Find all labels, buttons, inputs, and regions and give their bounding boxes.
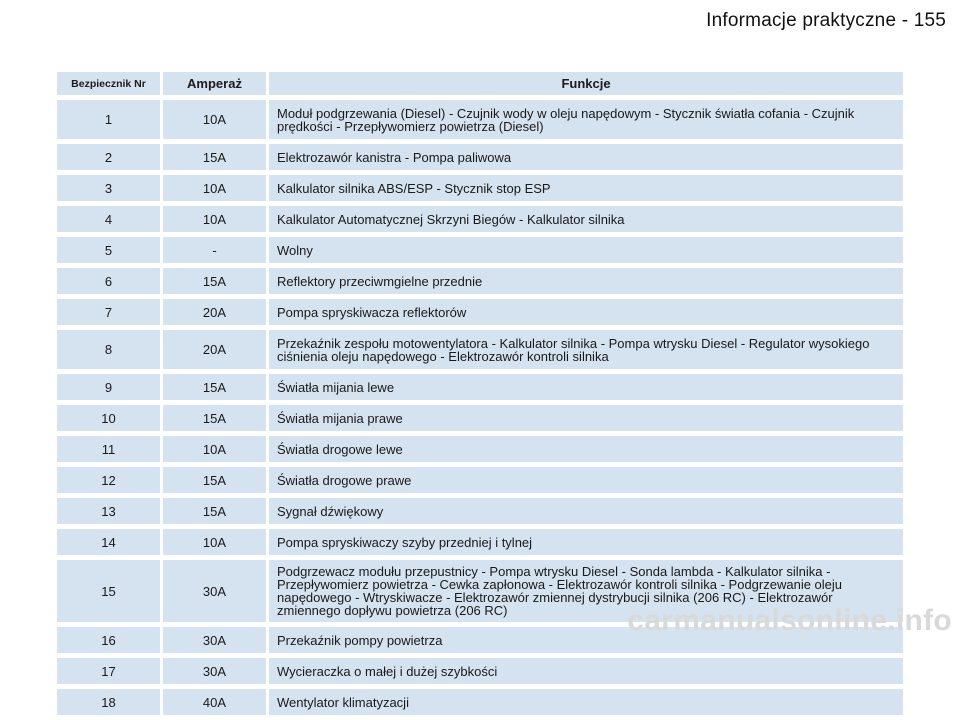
column-header-amperage: Amperaż (160, 72, 266, 95)
fuse-number-cell: 4 (57, 206, 160, 232)
function-cell: Przekaźnik pompy powietrza (266, 627, 903, 653)
function-cell: Podgrzewacz modułu przepustnicy - Pompa wtrysku Diesel - Sonda lambda - Kalkulator silnika - Przepływomierz powietrza - Cewka zapłonowa - Elektrozawór kontroli silnika - Podgrzewanie oleju napędowego - Wtryskiwacze - Elektrozawór zmiennej dystrybucji silnika (206 RC) - Elektrozawór zmiennego dopływu powietrza (206 RC) (266, 560, 903, 622)
fuse-number-cell: 14 (57, 529, 160, 555)
function-cell: Wentylator klimatyzacji (266, 689, 903, 715)
table-row (57, 529, 903, 555)
fuse-number-cell: 17 (57, 658, 160, 684)
fuse-number-cell: 7 (57, 299, 160, 325)
fuse-number-cell: 1 (57, 100, 160, 139)
amperage-cell: 15A (160, 405, 266, 431)
function-cell: Wycieraczka o małej i dużej szybkości (266, 658, 903, 684)
table-row (57, 237, 903, 263)
fuse-number-cell: 9 (57, 374, 160, 400)
amperage-cell: 30A (160, 658, 266, 684)
amperage-cell: 30A (160, 627, 266, 653)
table-row (57, 467, 903, 493)
amperage-cell: 15A (160, 374, 266, 400)
table-row (57, 100, 903, 139)
fuse-number-cell: 8 (57, 330, 160, 369)
amperage-cell: 40A (160, 689, 266, 715)
fuse-number-cell: 18 (57, 689, 160, 715)
amperage-cell: 20A (160, 299, 266, 325)
table-row (57, 658, 903, 684)
function-cell: Sygnał dźwiękowy (266, 498, 903, 524)
function-cell: Moduł podgrzewania (Diesel) - Czujnik wody w oleju napędowym - Stycznik światła cofania - Czujnik prędkości - Przepływomierz powietrza (Diesel) (266, 100, 903, 139)
table-header-row (57, 72, 903, 95)
table-row (57, 144, 903, 170)
table-row (57, 498, 903, 524)
fuse-number-cell: 15 (57, 560, 160, 622)
amperage-cell: 10A (160, 100, 266, 139)
amperage-cell: 15A (160, 498, 266, 524)
column-header-functions: Funkcje (266, 72, 903, 95)
function-cell: Światła mijania lewe (266, 374, 903, 400)
amperage-cell: 20A (160, 330, 266, 369)
fuse-number-cell: 11 (57, 436, 160, 462)
fuse-number-cell: 12 (57, 467, 160, 493)
table-row (57, 175, 903, 201)
function-cell: Światła drogowe prawe (266, 467, 903, 493)
table-row (57, 405, 903, 431)
table-row (57, 299, 903, 325)
amperage-cell: 30A (160, 560, 266, 622)
function-cell: Pompa spryskiwaczy szyby przedniej i tylnej (266, 529, 903, 555)
table-row (57, 689, 903, 715)
table-row (57, 206, 903, 232)
fuse-number-cell: 5 (57, 237, 160, 263)
amperage-cell: 10A (160, 529, 266, 555)
function-cell: Elektrozawór kanistra - Pompa paliwowa (266, 144, 903, 170)
amperage-cell: 15A (160, 467, 266, 493)
fuse-number-cell: 2 (57, 144, 160, 170)
amperage-cell: 15A (160, 144, 266, 170)
fuse-number-cell: 10 (57, 405, 160, 431)
function-cell: Reflektory przeciwmgielne przednie (266, 268, 903, 294)
column-header-fuse-number: Bezpiecznik Nr (57, 72, 160, 95)
table-row (57, 268, 903, 294)
amperage-cell: - (160, 237, 266, 263)
page-title: Informacje praktyczne - 155 (706, 10, 946, 31)
fuse-number-cell: 6 (57, 268, 160, 294)
table-row (57, 374, 903, 400)
fuse-number-cell: 3 (57, 175, 160, 201)
amperage-cell: 10A (160, 436, 266, 462)
function-cell: Przekaźnik zespołu motowentylatora - Kalkulator silnika - Pompa wtrysku Diesel - Regulator wysokiego ciśnienia oleju napędowego - Elektrozawór kontroli silnika (266, 330, 903, 369)
function-cell: Wolny (266, 237, 903, 263)
fuse-number-cell: 13 (57, 498, 160, 524)
function-cell: Kalkulator Automatycznej Skrzyni Biegów - Kalkulator silnika (266, 206, 903, 232)
amperage-cell: 10A (160, 206, 266, 232)
table-row (57, 436, 903, 462)
amperage-cell: 15A (160, 268, 266, 294)
function-cell: Kalkulator silnika ABS/ESP - Stycznik stop ESP (266, 175, 903, 201)
function-cell: Pompa spryskiwacza reflektorów (266, 299, 903, 325)
function-cell: Światła drogowe lewe (266, 436, 903, 462)
amperage-cell: 10A (160, 175, 266, 201)
table-row (57, 330, 903, 369)
function-cell: Światła mijania prawe (266, 405, 903, 431)
watermark: carmanualsonline.info (627, 604, 952, 637)
fuse-number-cell: 16 (57, 627, 160, 653)
